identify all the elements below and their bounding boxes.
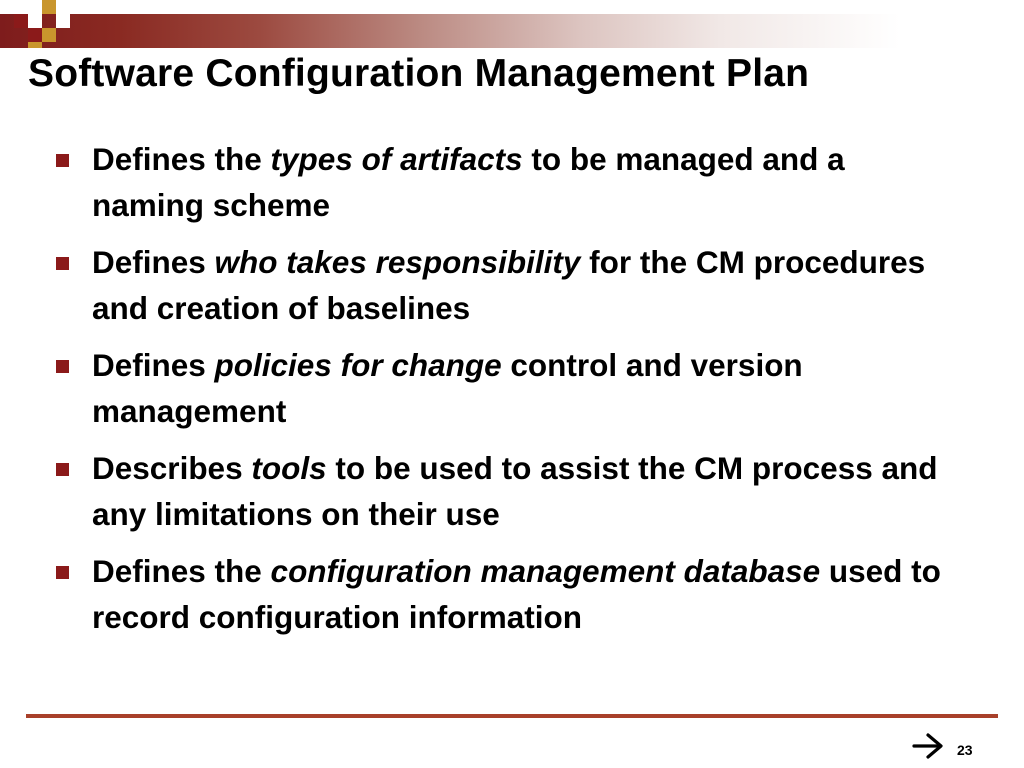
bullet-text-rest: to be used to assist the CM process and any limitations on their use: [92, 450, 938, 532]
bullet-text-emphasis: configuration management database: [270, 553, 821, 589]
bullet-text-rest: used to record configuration information: [92, 553, 941, 635]
bullet-text-emphasis: who takes responsibility: [214, 244, 581, 280]
bullet-text-emphasis: types of artifacts: [270, 141, 523, 177]
right-arrow-icon[interactable]: [911, 731, 947, 761]
bullet-list: [56, 136, 956, 651]
footer-divider: [26, 714, 998, 718]
bullet-text-emphasis: policies for change: [214, 347, 502, 383]
checker-square: [42, 0, 56, 14]
slide-title: Software Configuration Management Plan: [28, 52, 810, 95]
checker-square: [42, 28, 56, 42]
square-bullet-icon: [56, 257, 69, 270]
page-number: 23: [957, 742, 973, 758]
bullet-text-lead: Defines: [92, 244, 215, 280]
square-bullet-icon: [56, 360, 69, 373]
checker-square: [28, 14, 42, 28]
bullet-item: [56, 239, 956, 331]
bullet-text-rest: control and version management: [92, 347, 803, 429]
header-top-gap: [0, 0, 1024, 14]
bullet-item: [56, 136, 956, 228]
checker-square: [28, 28, 42, 42]
square-bullet-icon: [56, 154, 69, 167]
bullet-item: [56, 548, 956, 640]
square-bullet-icon: [56, 566, 69, 579]
bullet-text-rest: to be managed and a naming scheme: [92, 141, 845, 223]
header-gradient-band: [0, 14, 1024, 48]
bullet-text-lead: Describes: [92, 450, 252, 486]
checker-square: [14, 14, 28, 28]
checker-square: [56, 14, 70, 28]
bullet-text-emphasis: tools: [251, 450, 327, 486]
bullet-item: [56, 445, 956, 537]
square-bullet-icon: [56, 463, 69, 476]
bullet-text-lead: Defines the: [92, 141, 271, 177]
bullet-item: [56, 342, 956, 434]
bullet-text-lead: Defines the: [92, 553, 271, 589]
checker-square: [28, 42, 42, 48]
bullet-text-rest: for the CM procedures and creation of baselines: [92, 244, 926, 326]
bullet-text-lead: Defines: [92, 347, 215, 383]
